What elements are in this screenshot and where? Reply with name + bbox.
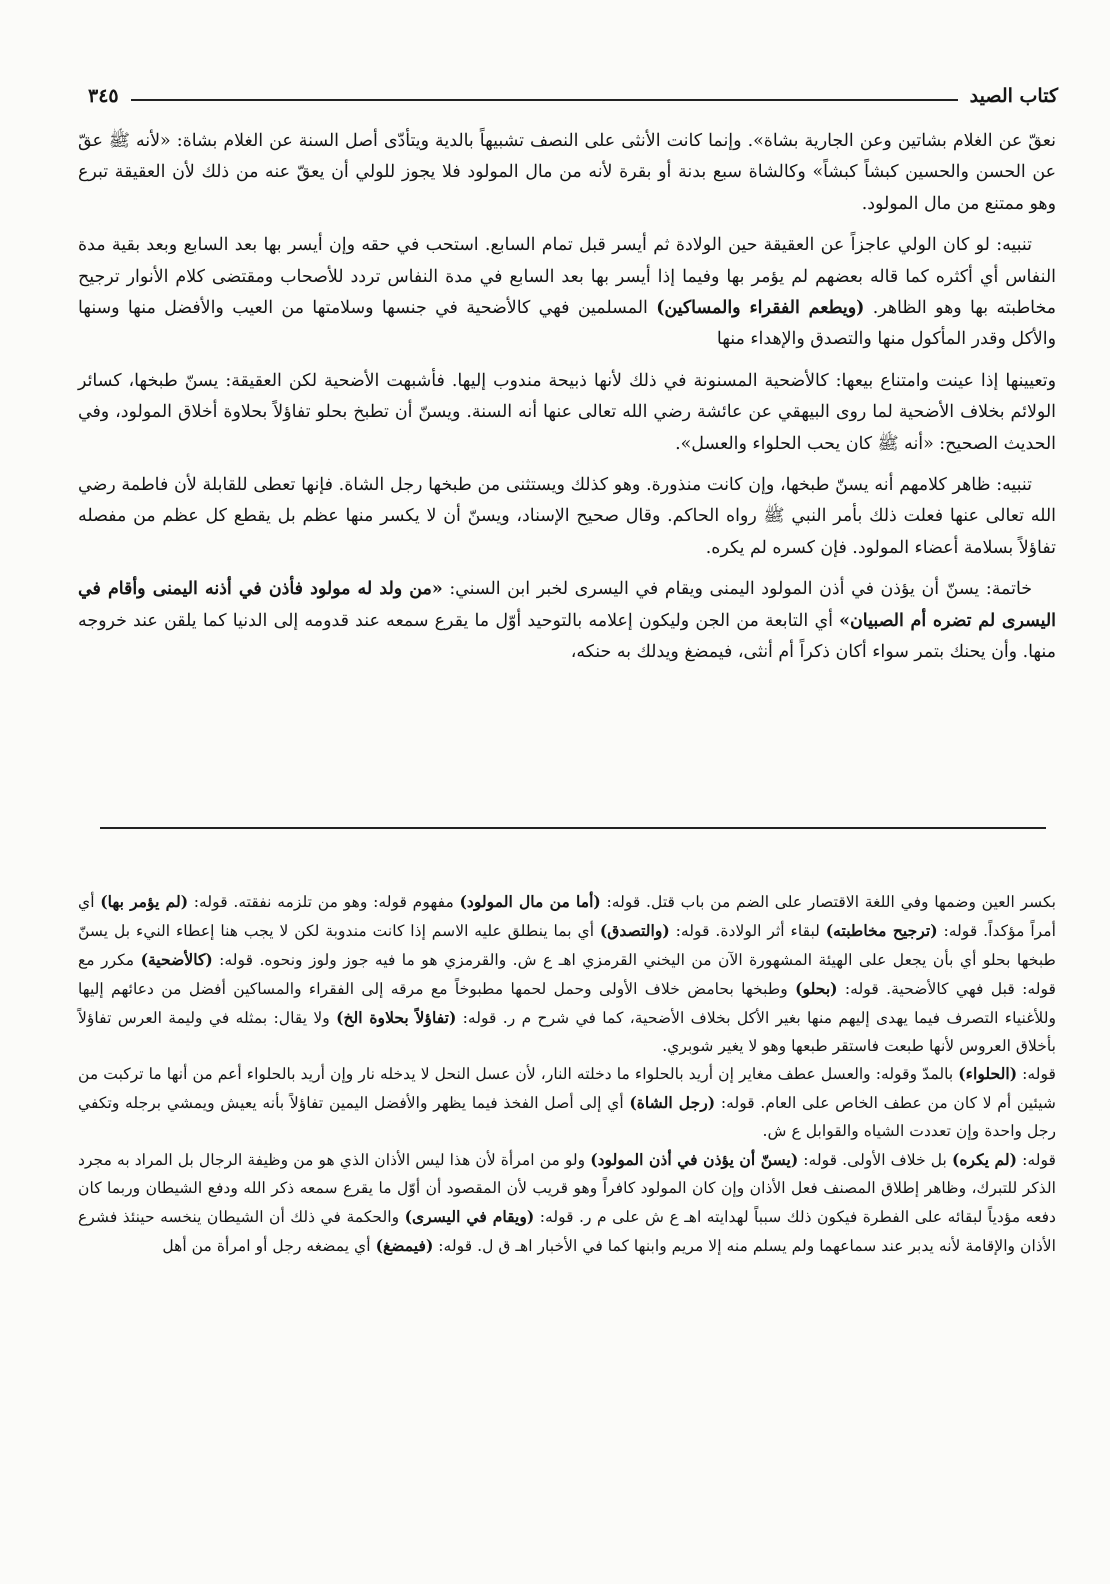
note-lemma: (فيمضغ)	[375, 1235, 434, 1255]
note-text: مفهوم قوله: وهو من تلزمه نفقته. قوله:	[193, 893, 454, 911]
note-lemma: (لم يكره)	[951, 1150, 1018, 1170]
note-text: لبقاء أثر الولادة. قوله:	[675, 921, 820, 940]
notes-paragraph	[78, 1146, 1056, 1261]
note-text: بالمدّ وقوله: والعسل عطف مغاير إن أريد بالحلواء ما دخلته النار، لأن عسل النحل لا يدخله نار وإن أريد بالحلواء أعم من أنها ما تركبت من شيئين أم لا كان من عطف الخاص على العام. قوله:	[78, 1065, 1056, 1113]
note-text: قوله:	[1022, 1065, 1057, 1084]
header-rule	[131, 99, 958, 101]
note-lemma: (ويقام في اليسرى)	[404, 1206, 535, 1226]
commentary-notes	[78, 888, 1056, 1261]
note-text: أي يمضغه رجل أو امرأة من أهل	[162, 1236, 371, 1255]
notes-paragraph	[78, 888, 1056, 1060]
page-number: ٣٤٥	[88, 85, 119, 107]
khatima-continuation: أي التابعة من الجن وليكون إعلامه بالتوحيد أوّل ما يقرع سمعه عند قدومه إلى الدنيا كما يلقن عند خروجه منها. وأن يحنك بتمر سواء أكان ذكراً أم أنثى، فيمضغ ويدلك به حنكه،	[78, 610, 1056, 663]
note-text: والحكمة في ذلك أن الشيطان ينخسه حينئذ فشرع الأذان والإقامة لأنه يدبر عند سماعهما ولم يسلم منه إلا مريم وابنها كما في الأخبار اهـ ق ل. قوله:	[78, 1207, 1056, 1255]
note-text: ولا يقال: بمثله في وليمة العرس تفاؤلاً بأخلاق العروس لأنها طبعت فاستقر طبعها وهو لا يغير شوبري.	[78, 1008, 1056, 1055]
tanbih-2-text: تنبيه: ظاهر كلامهم أنه يسنّ طبخها، وإن كانت منذورة. وهو كذلك ويستثنى من طبخها رجل الشاة. فإنها تعطى للقابلة لأن فاطمة رضي الله تعالى عنها فعلت ذلك بأمر النبي ﷺ رواه الحاكم. وقال صحيح الإسناد، ويسنّ أن لا يكسر منها عظم بل يقطع كل عظم من مفصله تفاؤلاً بسلامة أعضاء المولود. فإن كسره لم يكره.	[78, 475, 1056, 558]
note-text: أي أمراً مؤكداً. قوله:	[78, 893, 1056, 940]
hadith-adhan: «من ولد له مولود فأذن في أذنه اليمنى وأقام في اليسرى لم تضره أم الصبيان»	[78, 579, 1056, 631]
note-lemma: (رجل الشاة)	[629, 1093, 716, 1113]
note-text: بكسر العين وضمها وفي اللغة الاقتصار على الضم من باب قتل. قوله:	[606, 893, 1057, 911]
paragraph-1-text: نعقّ عن الغلام بشاتين وعن الجارية بشاة». وإنما كانت الأنثى على النصف تشبيهاً بالدية ويتأدّى أصل السنة عن الغلام بشاة: «لأنه ﷺ عقّ عن الحسن والحسين كبشاً كبشاً» وكالشاة سبع بدنة أو بقرة لأنه من مال المولود فلا يجوز للولي أن يعقّ عنه من ذلك لأن العقيقة تبرع وهو ممتنع من مال المولود.	[78, 131, 1056, 214]
note-lemma: (يسنّ أن يؤذن في أذن المولود)	[590, 1150, 799, 1170]
footnote-separator	[100, 827, 1046, 829]
paragraph-1	[78, 126, 1056, 220]
tanbih-1-continuation: المسلمين فهي كالأضحية في جنسها وسلامتها من العيب والأفضل منها وسنها والأكل وقدر المأكول منها والتصدق والإهداء منها	[78, 298, 1056, 350]
notes-paragraph	[78, 1060, 1056, 1146]
note-text: بل خلاف الأولى. قوله:	[803, 1151, 947, 1170]
note-lemma: (بحلو)	[795, 978, 838, 998]
note-text: أي بما ينطلق عليه الاسم إذا كانت مندوبة لكن لا يجب هنا إعطاء النيء بل يسنّ طبخها بحلو أي بأن يجعل على الهيئة المشهورة الآن من اليخني القرمزي اهـ ع ش. والقرمزي هو ما فيه جوز ولوز ونحوه. قوله:	[78, 921, 1056, 969]
note-text: قوله:	[1022, 1151, 1056, 1170]
note-text: مكرر مع قوله: قبل فهي كالأضحية. قوله:	[78, 950, 1056, 998]
note-lemma: (ترجيح مخاطبته)	[825, 920, 938, 940]
paragraph-3-text: وتعيينها إذا عينت وامتناع بيعها: كالأضحية المسنونة في ذلك لأنها ذبيحة مندوب إليها. فأشبهت الأضحية لكن العقيقة: يسنّ طبخها، كسائر الولائم بخلاف الأضحية لما روى البيهقي عن عائشة رضي الله تعالى عنها أنه السنة. ويسنّ أن تطبخ بحلو تفاؤلاً بحلاوة أخلاق المولود، وفي الحديث الصحيح: «أنه ﷺ كان يحب الحلواء والعسل».	[78, 370, 1056, 454]
paragraph-3	[78, 366, 1056, 460]
main-text	[78, 126, 1056, 679]
note-text: ولو من امرأة لأن هذا ليس الأذان الذي هو من وظيفة الرجال بل المراد به مجرد الذكر للتبرك، وظاهر إطلاق المصنف فعل الأذان وإن كان المولود كافراً وهو قريب لأن المقصود أن أوّل ما يقرع سمعه ذكر الله ودفع الشيطان وربما كان دفعه مؤدياً لبقائه على الفطرة فيكون ذلك سبباً لهدايته اهـ ع ش على م ر. قوله:	[78, 1151, 1057, 1226]
note-lemma: (كالأضحية)	[140, 949, 213, 969]
tanbih-1-text: تنبيه: لو كان الولي عاجزاً عن العقيقة حين الولادة ثم أيسر قبل تمام السابع. استحب في حقه وإن أيسر بها بعد السابع وبعد بقية مدة النفاس أي أكثره كما قاله بعضهم لم يؤمر بها وفيما إذا أيسر بها بعد السابع في مدة النفاس تردد للأصحاب ومقتضى كلام الأنوار ترجيح مخاطبته بها وهو الظاهر.	[78, 235, 1056, 319]
note-lemma: (والتصدق)	[599, 920, 670, 940]
note-text: أي إلى أصل الفخذ فيما يظهر والأفضل اليمين تفاؤلاً بأنه يعيش ويمشي برجله وتكفي رجل واحدة وإن تعددت الشياه والقوابل ع ش.	[78, 1094, 1056, 1141]
khatima-intro: خاتمة: يسنّ أن يؤذن في أذن المولود اليمنى ويقام في اليسرى لخبر ابن السني:	[449, 579, 1032, 600]
book-title: كتاب الصيد	[969, 85, 1058, 107]
paragraph-tanbih-1	[78, 230, 1056, 356]
paragraph-tanbih-2	[78, 470, 1056, 564]
note-text: وطبخها بحامض خلاف الأولى وحمل لحمها مطبوخاً مع مرقه إلى الفقراء والمساكين أفضل من دعائهم إليها وللأغنياء التصرف فيما يهدى إليهم منها بغير الأكل بخلاف الأضحية، كما في شرح م ر. قوله:	[78, 979, 1057, 1027]
note-lemma: (لم يؤمر بها)	[100, 892, 189, 911]
note-lemma: (الحلواء)	[958, 1064, 1018, 1084]
note-lemma: (أما من مال المولود)	[459, 892, 601, 911]
matn-feeding-poor: (ويطعم الفقراء والمساكين)	[656, 298, 865, 319]
paragraph-khatima	[78, 574, 1056, 668]
note-lemma: (تفاؤلاً بحلاوة الخ)	[336, 1007, 457, 1027]
page-header	[88, 80, 1058, 112]
